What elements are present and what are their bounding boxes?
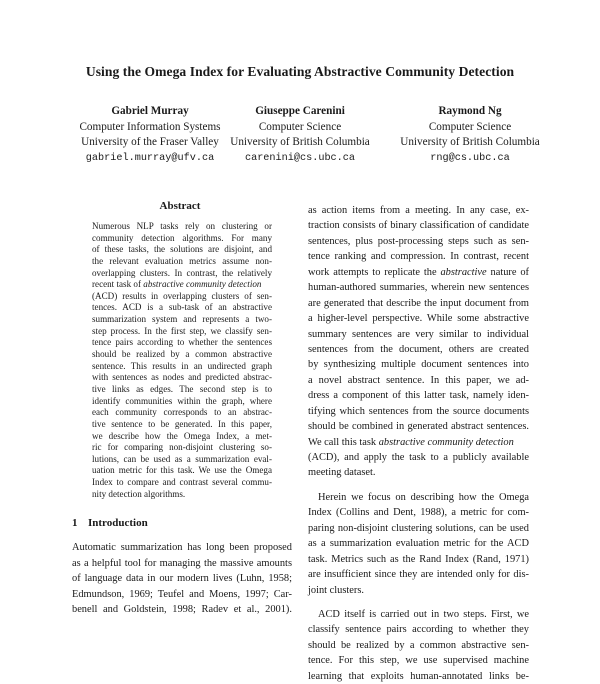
body-line: sentences, plus post-processing steps such as sen- [308,235,529,247]
body-line: are insufficient since they are intended only for dis- [308,569,529,581]
abstract-line: lutions, can be used as a summarization eval- [92,453,272,464]
intro-line: Edmundson, 1969; Teufel and Moens, 1997; Car- [72,588,292,600]
abstract-line [92,279,272,291]
body-line: should be realized by a common abstractive sen- [308,639,529,651]
author-email: rng@cs.ubc.ca [430,152,510,164]
body-line: task. Metrics such as the Rand Index (Rand, 1971) [308,553,529,565]
body-line: joint clusters. [308,584,364,596]
abstract-line-text: recent task of [92,279,144,290]
body-line-text: nature of [486,266,530,278]
body-line: sentences from the document, others are created [308,343,529,355]
abstract-line: (ACD) results in overlapping clusters of sen- [92,290,272,301]
abstract-line: identify communities within the graph, where [92,395,272,406]
abstract-line: summarization system and represents a two- [92,314,272,325]
body-line: tifying which sentences from the source documents [308,405,529,417]
body-line: as a summarization evaluation metric for the ACD [308,538,529,550]
body-line-text: work attempts to replicate the [308,266,441,278]
body-line: (ACD), and apply the task to a publicly available [308,452,529,463]
body-italic-term: abstractive community detection [378,436,514,448]
abstract-line: tences. ACD is a sub-task of an abstractive [92,302,272,313]
body-line: ACD itself is carried out in two steps. First, we [318,608,529,620]
body-line: are generated that describe the input document from [308,297,529,309]
author-institution: University of the Fraser Valley [81,136,219,149]
body-line-text: We call this task [308,436,379,448]
abstract-line: Index to compare and contrast several commu- [92,477,272,488]
abstract-line: of these tasks, the solutions are disjoint, and [92,244,272,255]
author-dept: Computer Information Systems [79,120,221,133]
author-name: Raymond Ng [438,105,502,117]
body-line: a higher-level perspective. While some abstractive [308,313,529,325]
abstract-italic-term: abstractive community detection [143,279,262,290]
abstract-line: should be realized by a common abstractive [92,349,272,360]
paragraph-gap [308,481,529,490]
author-email: gabriel.murray@ufv.ca [85,152,215,164]
intro-body [72,540,292,618]
abstract-line: with sentences as nodes and predicted abstrac- [92,372,272,383]
author-dept: Computer Science [258,120,342,133]
author-block [360,104,580,166]
right-column-body [308,203,529,684]
author-name: Gabriel Murray [111,105,189,117]
abstract-line: the relevant evaluation metrics assume non- [92,255,272,266]
author-institution: University of British Columbia [230,136,370,149]
body-line: paring non-disjoint clustering solutions, can be used [308,522,529,534]
body-line [308,265,529,280]
body-line: learning that exploits human-annotated links be- [308,670,529,682]
abstract-line: tive links as edges. The second step is to [92,383,272,394]
body-line: tence. For this step, we use supervised machine [308,655,529,667]
intro-line: of language data in our modern lives (Luhn, 1958; [72,573,292,585]
body-line: meeting dataset. [308,467,376,479]
body-line: as action items from a meeting. In any case, ex- [308,205,529,216]
section-title: Introduction [88,517,148,529]
abstract-line: Numerous NLP tasks rely on clustering or [92,221,272,231]
abstract-line: ric for comparing non-disjoint clustering so- [92,442,272,453]
paper-title: Using the Omega Index for Evaluating Abstractive Community Detection [85,64,515,79]
body-line: summary sentences are very similar to individual [308,328,529,340]
author-dept: Computer Science [428,120,512,133]
abstract-body [92,221,272,500]
abstract-line: overlapping clusters. In contrast, the relatively [92,267,272,278]
body-line: a novel abstract sentence. In this paper, we ad- [308,374,529,386]
body-line: classify sentence pairs according to whether they [308,624,529,636]
section-number: 1 [72,517,78,529]
body-line [308,435,529,450]
abstract-line: each community corresponds to an abstrac- [92,407,272,418]
author-institution: University of British Columbia [400,136,540,149]
abstract-line: community detection algorithms. For many [92,232,272,243]
body-line: tence ranking and compression. In contrast, recent [308,251,529,263]
abstract-line: uation metric for this task. We use the Omega [92,465,272,476]
paragraph-gap [308,598,529,607]
body-line: by synthesizing multiple document sentences into [308,359,529,371]
abstract-line: nity detection algorithms. [92,488,186,499]
section-heading [72,517,292,529]
abstract-line: tence pairs according to whether the sentences [92,337,272,348]
intro-line: as a helpful tool for managing the massive amounts [72,557,292,569]
body-line: dress a component of this latter task, namely iden- [308,390,529,402]
body-line: traction consists of binary classification of candidate [308,220,529,232]
abstract-line: we describe how the Omega Index, a met- [92,430,272,441]
body-line: Index (Collins and Dent, 1988), a metric for com- [308,507,529,519]
body-line: should be combined in generated abstract sentences. [308,421,529,433]
abstract-heading: Abstract [159,200,201,212]
intro-line: benell and Goldstein, 1998; Radev et al., 2001). [72,604,292,616]
body-line: human-authored summaries, wherein new sentences [308,282,529,294]
author-email: carenini@cs.ubc.ca [244,152,356,164]
intro-line: Automatic summarization has long been proposed [72,542,292,553]
abstract-line: tive sentence to be generated. In this paper, [92,418,272,429]
author-name: Giuseppe Carenini [255,105,345,117]
abstract-line: sentence. This results in an undirected graph [92,360,272,371]
body-italic-term: abstractive [440,266,487,278]
abstract-line: step process. In the first step, we classify sen- [92,325,272,336]
body-line: Herein we focus on describing how the Omega [318,491,529,503]
